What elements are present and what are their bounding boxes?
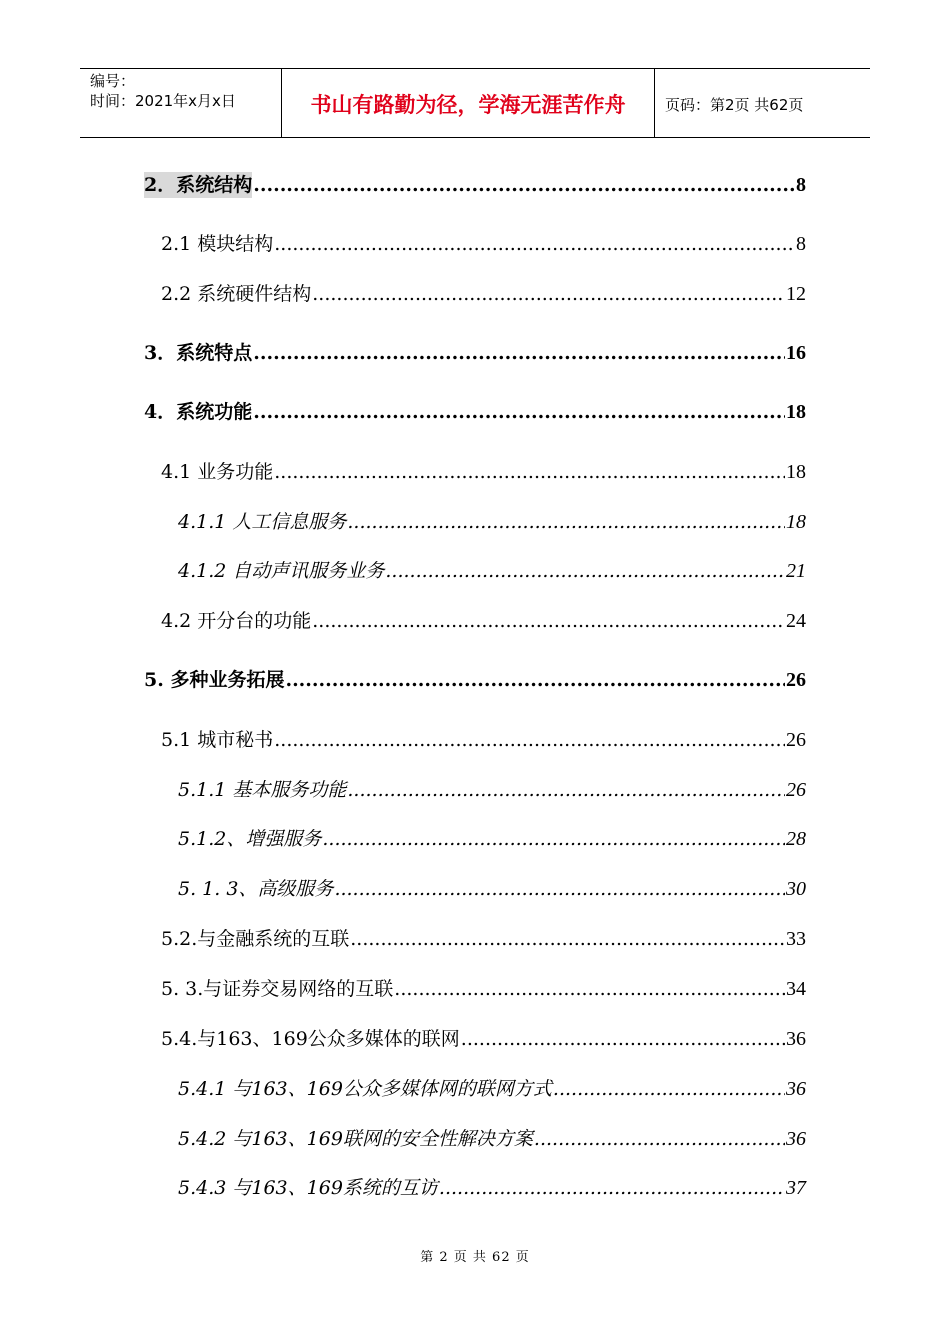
toc-entry-page: 36 — [786, 1078, 806, 1100]
page-footer: 第 2 页 共 62 页 — [420, 1250, 530, 1265]
toc-entry[interactable] — [144, 340, 806, 366]
toc-entry[interactable] — [161, 1026, 806, 1052]
toc-entry[interactable] — [178, 1126, 806, 1152]
toc-entry-title: 2.2 系统硬件结构 — [161, 283, 312, 305]
toc-entry-page: 12 — [786, 283, 806, 305]
toc-entry[interactable] — [161, 976, 806, 1002]
toc-entry-title: 5.4.1 与163、169公众多媒体网的联网方式 — [178, 1078, 552, 1100]
toc-entry-page: 26 — [786, 669, 806, 691]
toc-entry[interactable] — [161, 459, 806, 485]
toc-leader — [253, 340, 785, 366]
toc-leader — [274, 727, 785, 753]
toc-leader — [253, 399, 785, 425]
toc-leader — [274, 231, 795, 257]
toc-leader — [347, 509, 785, 535]
toc-entry-title: 5.1 城市秘书 — [161, 729, 274, 751]
toc-entry-title: 5. 3.与证券交易网络的互联 — [161, 978, 394, 1000]
toc-entry-page: 8 — [796, 174, 806, 196]
toc-entry[interactable] — [161, 727, 806, 753]
toc-entry-page: 21 — [786, 560, 806, 582]
toc-entry[interactable] — [161, 926, 806, 952]
header-time-label: 时间：2021年x月x日 — [90, 92, 236, 110]
toc-entry-page: 26 — [786, 779, 806, 801]
toc-leader — [439, 1175, 785, 1201]
header-motto: 书山有路勤为径，学海无涯苦作舟 — [282, 69, 655, 137]
toc-entry-page: 36 — [786, 1128, 806, 1150]
toc-leader — [285, 667, 785, 693]
toc-entry-title: 5. 1. 3、高级服务 — [178, 878, 334, 900]
toc-entry-page: 37 — [786, 1177, 806, 1199]
toc-entry-title: 4．系统功能 — [144, 401, 253, 423]
toc-entry-title: 5.2.与金融系统的互联 — [161, 928, 350, 950]
toc-entry-page: 34 — [786, 978, 806, 1000]
toc-leader — [253, 172, 795, 198]
toc-entry-title: 5.4.3 与163、169系统的互访 — [178, 1177, 438, 1199]
toc-leader — [334, 876, 785, 902]
toc-entry-page: 24 — [786, 610, 806, 632]
toc-entry-page: 33 — [786, 928, 806, 950]
toc-entry[interactable] — [161, 281, 806, 307]
toc-entry[interactable] — [178, 509, 806, 535]
toc-entry-title: 5.4.2 与163、169联网的安全性解决方案 — [178, 1128, 533, 1150]
toc-leader — [534, 1126, 785, 1152]
toc-entry[interactable] — [144, 399, 806, 425]
toc-entry-page: 18 — [786, 401, 806, 423]
toc-entry-page: 16 — [786, 342, 806, 364]
toc-entry-title: 4.1.1 人工信息服务 — [178, 511, 347, 533]
toc-entry-title: 2.1 模块结构 — [161, 233, 274, 255]
toc-leader — [350, 926, 785, 952]
toc-entry-page: 8 — [796, 233, 806, 255]
toc-entry[interactable] — [144, 172, 806, 198]
toc-entry-page: 26 — [786, 729, 806, 751]
toc-leader — [461, 1026, 785, 1052]
toc-entry-title: 5.4.与163、169公众多媒体的联网 — [161, 1028, 460, 1050]
toc-leader — [274, 459, 785, 485]
toc-entry[interactable] — [178, 558, 806, 584]
toc-entry-title: 3．系统特点 — [144, 342, 253, 364]
toc-entry[interactable] — [178, 1175, 806, 1201]
toc-entry-title: 4.1 业务功能 — [161, 461, 274, 483]
toc-entry-title: 5.1.1 基本服务功能 — [178, 779, 347, 801]
toc-entry-title: 4.2 开分台的功能 — [161, 610, 312, 632]
header-page-label: 页码：第2页 共62页 — [665, 95, 804, 114]
toc-entry-title: 5.1.2、增强服务 — [178, 828, 322, 850]
toc-entry[interactable] — [144, 667, 806, 693]
toc-entry-page: 30 — [786, 878, 806, 900]
toc-leader — [312, 608, 785, 634]
toc-leader — [347, 777, 785, 803]
toc-leader — [322, 826, 785, 852]
toc-leader — [553, 1076, 785, 1102]
toc-entry[interactable] — [161, 231, 806, 257]
toc-leader — [385, 558, 785, 584]
toc-entry[interactable] — [178, 777, 806, 803]
toc-entry-page: 36 — [786, 1028, 806, 1050]
toc-entry[interactable] — [178, 826, 806, 852]
toc-entry[interactable] — [178, 876, 806, 902]
toc-entry-title: 5. 多种业务拓展 — [144, 669, 285, 691]
toc-entry-page: 18 — [786, 461, 806, 483]
toc-leader — [394, 976, 785, 1002]
toc-entry-page: 18 — [786, 511, 806, 533]
toc-entry-title: 2．系统结构 — [144, 174, 253, 196]
toc-entry[interactable] — [161, 608, 806, 634]
toc-entry[interactable] — [178, 1076, 806, 1102]
toc-entry-page: 28 — [786, 828, 806, 850]
toc-leader — [312, 281, 785, 307]
header-number-label: 编号： — [90, 72, 136, 90]
toc-entry-title: 4.1.2 自动声讯服务业务 — [178, 560, 385, 582]
